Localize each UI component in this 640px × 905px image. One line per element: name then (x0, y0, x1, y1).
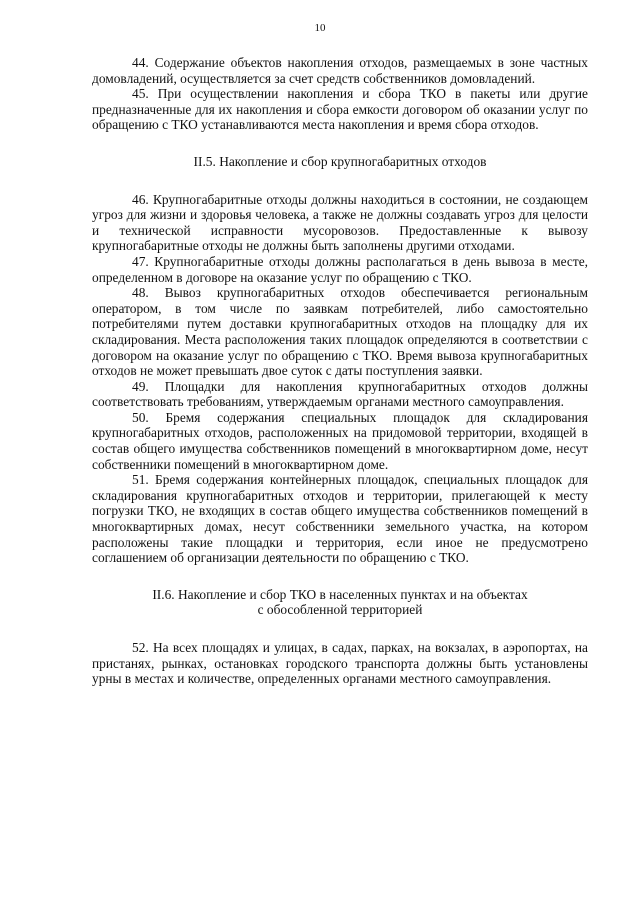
paragraph-51: 51. Бремя содержания контейнерных площадок, специальных площадок для складирования крупногабаритных отходов и территории, прилегающей к месту погрузки ТКО, не входящих в состав общего имущества собственников помещений в многоквартирных домах, несут собственники земельного участка, на котором расположены такие площадки и территория, если иное не предусмотрено соглашением об организации деятельности по обращению с ТКО. (92, 472, 588, 566)
paragraph-44: 44. Содержание объектов накопления отходов, размещаемых в зоне частных домовладений, осуществляется за счет средств собственников домовладений. (92, 55, 588, 86)
document-body (92, 55, 588, 687)
paragraph-47: 47. Крупногабаритные отходы должны располагаться в день вывоза в месте, определенном в договоре на оказание услуг по обращению с ТКО. (92, 253, 588, 285)
paragraph-52: 52. На всех площадях и улицах, в садах, парках, на вокзалах, в аэропортах, на пристанях, рынках, остановках городского транспорта должны быть установлены урны в местах и количестве, определенных органами местного самоуправления. (92, 640, 588, 687)
page-number: 10 (314, 22, 326, 34)
paragraph-45: 45. При осуществлении накопления и сбора ТКО в пакеты или другие предназначенные для их накопления и сбора емкости договором об оказании услуг по обращению с ТКО устанавливаются места накопления и время сбора отходов. (92, 86, 588, 133)
paragraph-50: 50. Бремя содержания специальных площадок для складирования крупногабаритных отходов, расположенных на придомовой территории, входящей в состав общего имущества собственников помещений в многоквартирном доме, несут собственники помещений в многоквартирном доме. (92, 409, 588, 472)
paragraph-48: 48. Вывоз крупногабаритных отходов обеспечивается региональным оператором, в том числе по заявкам потребителей, либо самостоятельно потребителями путем доставки крупногабаритных отходов на площадку для их складирования. Места расположения таких площадок определяются в соответствии с договором на оказание услуг по обращению с ТКО. Время вывоза крупногабаритных отходов не может превышать двое суток с даты поступления заявки. (92, 285, 588, 379)
section-heading-2-6-line2: с обособленной территорией (257, 602, 423, 618)
paragraph-46: 46. Крупногабаритные отходы должны находиться в состоянии, не создающем угроз для жизни и здоровья человека, а также не должны создавать угроз для целости и технической исправности мусоровозов. Предоставленные к вывозу крупногабаритные отходы не должны быть заполнены другими отходами. (92, 191, 588, 254)
section-heading-2-5: II.5. Накопление и сбор крупногабаритных отходов (193, 153, 487, 169)
section-heading-2-6-line1: II.6. Накопление и сбор ТКО в населенных пунктах и на объектах (152, 586, 528, 602)
paragraph-49: 49. Площадки для накопления крупногабаритных отходов должны соответствовать требованиям, утверждаемым органами местного самоуправления. (92, 378, 588, 410)
